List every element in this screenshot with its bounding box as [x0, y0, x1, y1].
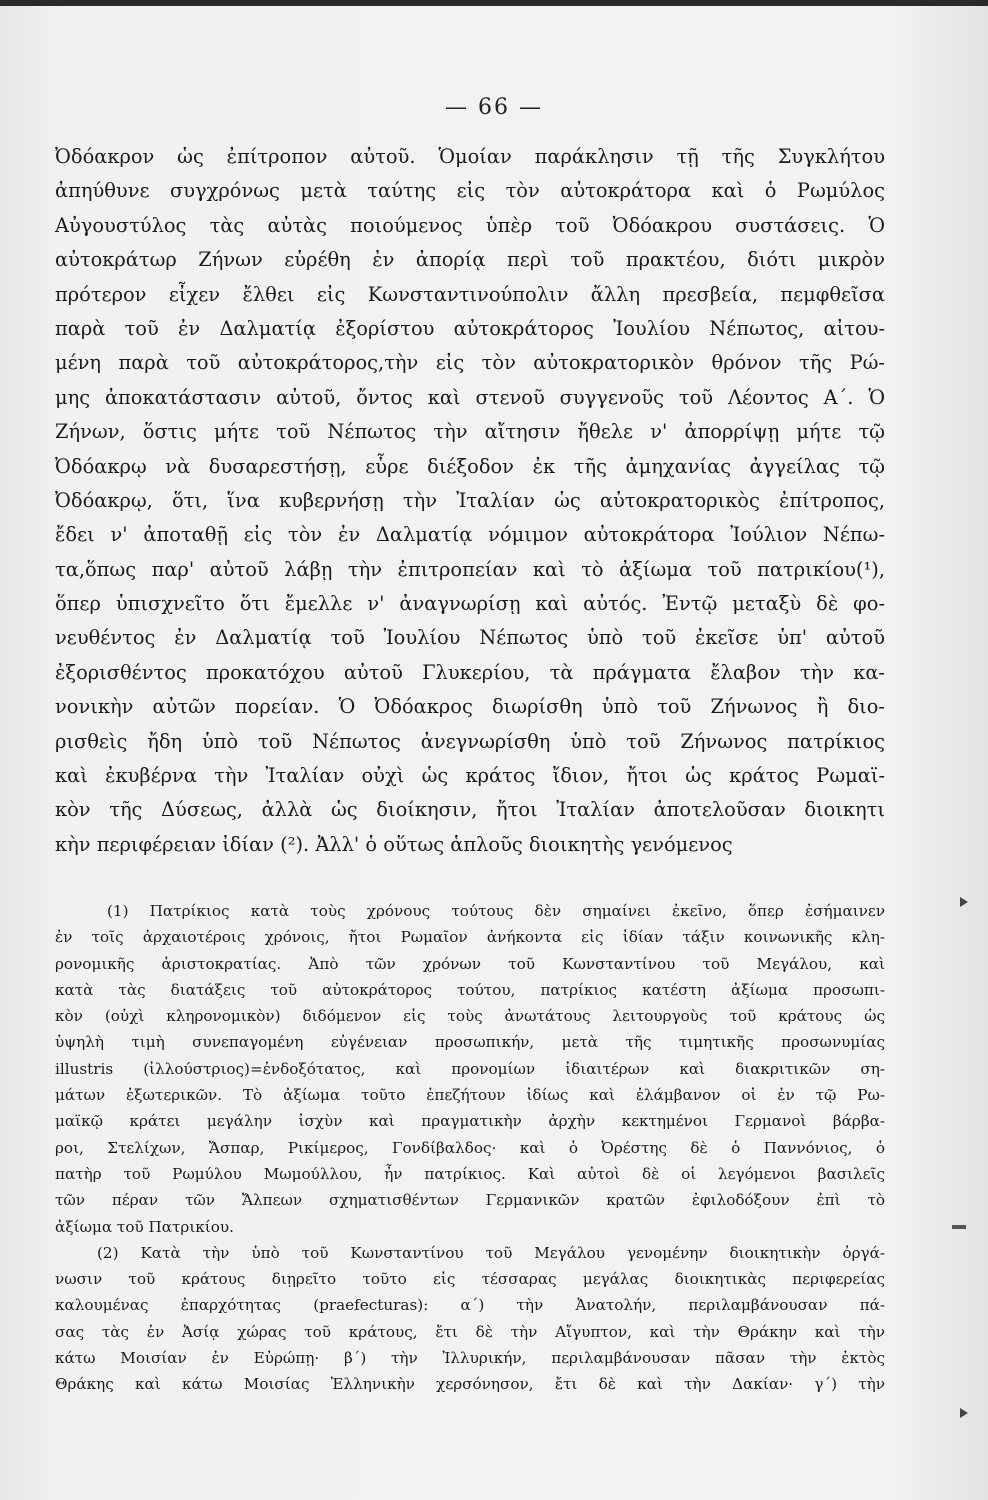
margin-arrow-icon [960, 897, 968, 907]
main-text-line: πρότερον εἶχεν ἔλθει εἰς Κωνσταντινούπολιν ἄλλη πρεσβεία, πεμφθεῖσα [55, 282, 885, 306]
main-text-line: Ὀδόακρῳ, ὅτι, ἵνα κυβερνήσῃ τὴν Ἰταλίαν ὡς αὐτοκρατορικὸς ἐπίτροπος, [55, 488, 885, 512]
footnote-line: ὑψηλὴ τιμὴ συνεπαγομένη εὐγένειαν προσωπικήν, μετὰ τῆς τιμητικῆς προσωνυμίας [55, 1033, 885, 1052]
footnote-line: νωσιν τοῦ κράτους διῃρεῖτο τοῦτο εἰς τέσσαρας μεγάλας διοικητικὰς περιφερείας [55, 1270, 885, 1289]
margin-mark-icon [952, 1225, 966, 1229]
main-text-line: αὐτοκράτωρ Ζήνων εὑρέθη ἐν ἀπορίᾳ περὶ τοῦ πρακτέου, διότι μικρὸν [55, 248, 885, 272]
main-text-line: κὸν τῆς Δύσεως, ἀλλὰ ὡς διοίκησιν, ἤτοι Ἰταλίαν ἀποτελοῦσαν διοικητι [55, 798, 885, 822]
footnote-line: Θράκης καὶ κάτω Μοισίας Ἑλληνικὴν χερσόνησον, ἔτι δὲ καὶ τὴν Δακίαν· γ΄) τὴν [55, 1375, 885, 1394]
footnote-line: ρονομικῆς ἀριστοκρατίας. Ἀπὸ τῶν χρόνων τοῦ Κωνσταντίνου τοῦ Μεγάλου, καὶ [55, 954, 885, 973]
footnote-line: κάτω Μοισίαν ἐν Εὐρώπῃ· β΄) τὴν Ἰλλυρικήν, περιλαμβάνουσαν πᾶσαν τὴν ἐκτὸς [55, 1349, 885, 1368]
footnote-line: κατὰ τὰς διατάξεις τοῦ αὐτοκράτορος τούτου, πατρίκιος κατέστη ἀξίωμα προσωπι- [55, 980, 885, 999]
margin-arrow-icon [960, 1408, 968, 1418]
main-text-line: Ζήνων, ὅστις μήτε τοῦ Νέπωτος τὴν αἴτησιν ἤθελε ν' ἀπορρίψῃ μήτε τῷ [55, 420, 885, 444]
page-number: — 66 — [445, 95, 543, 120]
footnote-line: σας τὰς ἐν Ἀσίᾳ χώρας τοῦ κράτους, ἔτι δὲ τὴν Αἴγυπτον, καὶ τὴν Θράκην καὶ τὴν [55, 1322, 885, 1341]
main-text-line: μένη παρὰ τοῦ αὐτοκράτορος,τὴν εἰς τὸν αὐτοκρατορικὸν θρόνον τῆς Ρώ- [55, 351, 885, 375]
footnote-line: ροι, Στελίχων, Ἄσπαρ, Ρικίμερος, Γονδίβαλδος· καὶ ὁ Ὀρέστης δὲ ὁ Παννόνιος, ὁ [55, 1138, 885, 1157]
footnote-line: (1) Πατρίκιος κατὰ τοὺς χρόνους τούτους δὲν σημαίνει ἐκεῖνο, ὅπερ ἐσήμαινεν [107, 902, 885, 920]
main-text-line: καὶ ἐκυβέρνα τὴν Ἰταλίαν οὐχὶ ὡς κράτος ἴδιον, ἤτοι ὡς κράτος Ρωμαϊ- [55, 764, 885, 788]
main-text-line: ρισθεὶς ἤδη ὑπὸ τοῦ Νέπωτος ἀνεγνωρίσθη ὑπὸ τοῦ Ζήνωνος πατρίκιος [55, 729, 885, 753]
main-text-line: κὴν περιφέρειαν ἰδίαν (²). Ἀλλ' ὁ οὕτως ἁπλοῦς διοικητὴς γενόμενος [55, 832, 733, 856]
main-text-line: ἀπηύθυνε συγχρόνως μετὰ ταύτης εἰς τὸν αὐτοκράτορα καὶ ὁ Ρωμύλος [55, 179, 885, 203]
main-text-line: παρὰ τοῦ ἐν Δαλματίᾳ ἐξορίστου αὐτοκράτορος Ἰουλίου Νέπωτος, αἰτου- [55, 316, 885, 340]
main-text-line: νονικὴν αὐτῶν πορείαν. Ὁ Ὀδόακρος διωρίσθη ὑπὸ τοῦ Ζήνωνος ἢ διο- [55, 695, 885, 719]
footnote-line: τῶν πέραν τῶν Ἄλπεων σχηματισθέντων Γερμανικῶν κρατῶν ἐφιλοδόξουν ἐπὶ τὸ [55, 1191, 885, 1210]
main-text-line: Ὀδόακρον ὡς ἐπίτροπον αὐτοῦ. Ὁμοίαν παράκλησιν τῇ τῆς Συγκλήτου [55, 145, 885, 168]
main-text-line: μης ἀποκατάστασιν αὐτοῦ, ὄντος καὶ στενοῦ συγγενοῦς τοῦ Λέοντος Α΄. Ὁ [55, 385, 885, 409]
scan-top-edge [0, 0, 988, 6]
main-text-line: ὅπερ ὑπισχνεῖτο ὅτι ἔμελλε ν' ἀναγνωρίσῃ καὶ αὐτός. Ἐντῷ μεταξὺ δὲ φο- [55, 592, 885, 616]
footnote-line: μάτων ἐξωτερικῶν. Τὸ ἀξίωμα τοῦτο ἐπεζήτουν ἰδίως καὶ ἐλάμβανον οἱ ἐν τῷ Ρω- [55, 1086, 885, 1105]
footnote-line: (2) Κατὰ τὴν ὑπὸ τοῦ Κωνσταντίνου τοῦ Μεγάλου γενομένην διοικητικὴν ὀργά- [97, 1243, 885, 1262]
footnote-line: ἀξίωμα τοῦ Πατρικίου. [55, 1217, 234, 1236]
footnote-line: ἐν τοῖς ἀρχαιοτέροις χρόνοις, ἤτοι Ρωμαῖον ἀνήκοντα εἰς ἰδίαν τάξιν κοινωνικῆς κλη- [55, 928, 885, 947]
footnote-line: κὸν (οὐχὶ κληρονομικὸν) διδόμενον εἰς τοὺς ἀνωτάτους λειτουργοὺς τοῦ κράτους ὡς [55, 1007, 885, 1026]
main-text-line: Ὀδόακρῳ νὰ δυσαρεστήσῃ, εὗρε διέξοδον ἐκ τῆς ἀμηχανίας ἀγγείλας τῷ [55, 454, 885, 478]
footnote-line: καλουμένας ἐπαρχότητας (praefecturas): α΄) τὴν Ἀνατολήν, περιλαμβάνουσαν πά- [55, 1296, 885, 1315]
footnotes [55, 898, 885, 1398]
footnote-line: μαϊκῷ κράτει μεγάλην ἰσχὺν καὶ πραγματικὴν ἀρχὴν κεκτημένοι Γερμανοὶ βάρβα- [55, 1112, 885, 1131]
main-text-line: ἔδει ν' ἀποταθῇ εἰς τὸν ἐν Δαλματίᾳ νόμιμον αὐτοκράτορα Ἰούλιον Νέπω- [55, 523, 885, 547]
footnote-line: illustris (ἰλλούστριος)=ἐνδοξότατος, καὶ προνομίων ἰδιαιτέρων καὶ διακριτικῶν ση- [55, 1059, 885, 1078]
main-text-line: τα,ὅπως παρ' αὐτοῦ λάβῃ τὴν ἐπιτροπείαν καὶ τὸ ἀξίωμα τοῦ πατρικίου(¹), [55, 557, 885, 581]
footnote-line: πατὴρ τοῦ Ρωμύλου Μωμούλλου, ἦν πατρίκιος. Καὶ αὐτοὶ δὲ οἱ λεγόμενοι βασιλεῖς [55, 1164, 885, 1183]
main-text-line: νευθέντος ἐν Δαλματίᾳ τοῦ Ἰουλίου Νέπωτος ὑπὸ τοῦ ἐκεῖσε ὑπ' αὐτοῦ [55, 626, 885, 650]
main-text-line: ἐξορισθέντος προκατόχου αὐτοῦ Γλυκερίου, τὰ πράγματα ἔλαβον τὴν κα- [55, 660, 885, 684]
main-text-line: Αὐγουστύλος τὰς αὐτὰς ποιούμενος ὑπὲρ τοῦ Ὀδόακρου συστάσεις. Ὁ [55, 213, 885, 237]
main-text-body [55, 140, 885, 862]
